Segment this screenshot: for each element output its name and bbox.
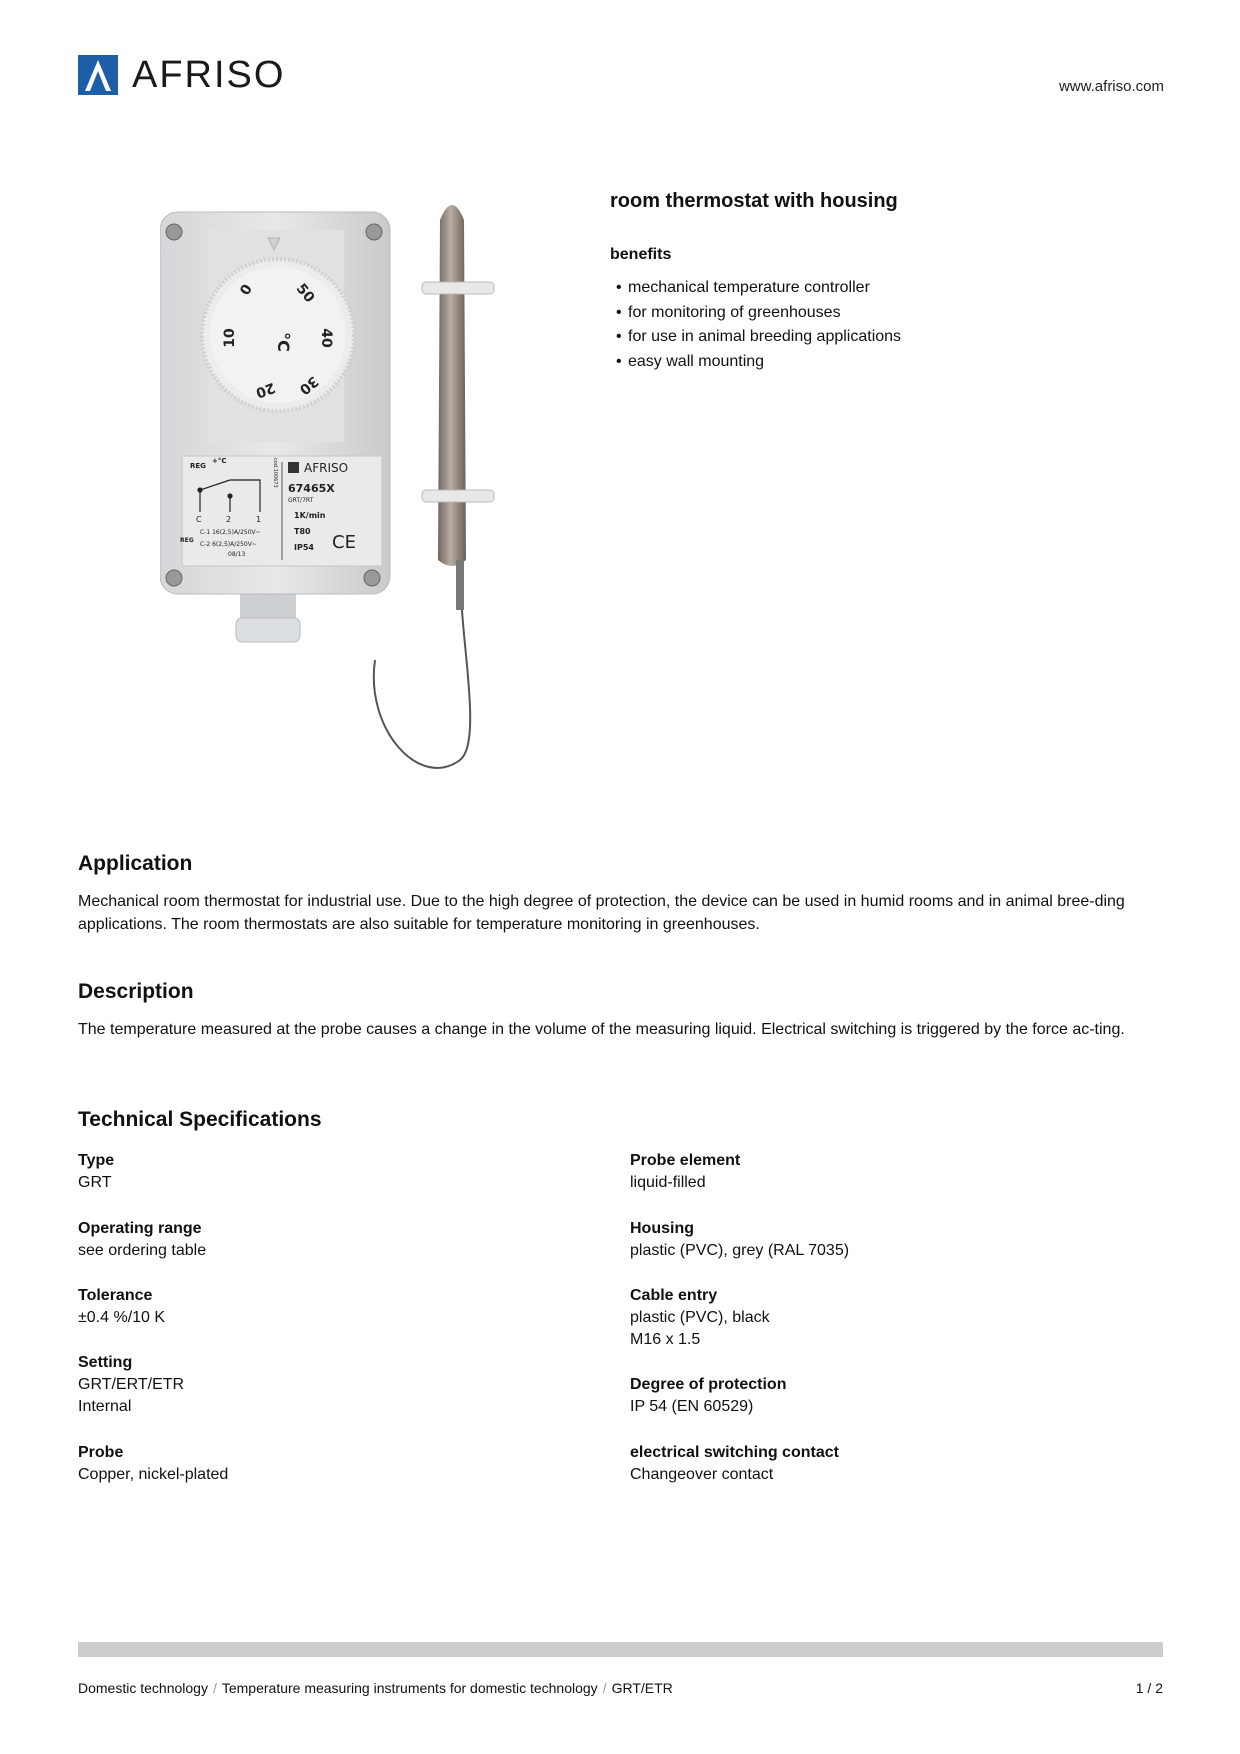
spec-value: IP 54 (EN 60529) (630, 1398, 754, 1415)
spec-probe (78, 1442, 228, 1486)
tech-spec-heading: Technical Specifications (78, 1108, 322, 1131)
label-reg: REG (180, 537, 194, 544)
product-image (160, 200, 520, 790)
label-brand: AFRISO (304, 461, 349, 475)
terminal-label: C (196, 515, 202, 524)
brand-logo (78, 55, 285, 95)
spec-probe-element (630, 1150, 740, 1194)
spec-label: Cable entry (630, 1287, 718, 1304)
spec-label: Probe element (630, 1152, 741, 1169)
product-title: room thermostat with housing (610, 190, 898, 212)
breadcrumb-separator: / (602, 1680, 607, 1696)
description-text: The temperature measured at the probe causes a change in the volume of the measuring liquid. Electrical switching is triggered by the force ac-ting. (78, 1021, 1125, 1038)
dial-number: 0 (237, 281, 256, 299)
spec-value: liquid-filled (630, 1174, 706, 1191)
breadcrumb-item[interactable]: Temperature measuring instruments for domestic technology (221, 1680, 598, 1696)
application-heading: Application (78, 852, 193, 875)
application-text: Mechanical room thermostat for industrial use. Due to the high degree of protection, the device can be used in humid rooms and in animal bree-ding applications. The room thermostats are also suitable for temperature monitoring in greenhouses. (78, 893, 1125, 933)
spec-label: Tolerance (78, 1287, 153, 1304)
ce-mark: CE (332, 532, 356, 553)
spec-label: electrical switching contact (630, 1444, 839, 1461)
spec-label: Housing (630, 1220, 694, 1237)
spec-tolerance (78, 1285, 165, 1329)
footer-divider (78, 1642, 1163, 1657)
dial-number: 50 (292, 280, 318, 307)
label-model: 67465X (288, 482, 335, 495)
spec-value: Changeover contact (630, 1466, 774, 1483)
spec-value: GRT (78, 1174, 112, 1191)
label-rating: C-1 16(2,5)A/250V~ (200, 529, 261, 536)
label-rating: C-2 6(2,5)A/250V~ (200, 541, 257, 548)
spec-label: Probe (78, 1444, 124, 1461)
spec-label: Setting (78, 1354, 133, 1371)
spec-value: Internal (78, 1398, 132, 1415)
description-heading: Description (78, 980, 194, 1003)
spec-housing (630, 1218, 849, 1262)
label-temp-class: T80 (294, 527, 311, 536)
breadcrumb-item[interactable]: Domestic technology (78, 1680, 208, 1696)
spec-value: plastic (PVC), grey (RAL 7035) (630, 1242, 850, 1259)
spec-value: see ordering table (78, 1242, 207, 1259)
spec-operating-range (78, 1218, 206, 1262)
label-reg: REG (190, 462, 206, 470)
list-item: • for monitoring of greenhouses (610, 301, 901, 326)
dial-number: 10 (222, 328, 238, 348)
label-date: 08/13 (228, 551, 246, 558)
spec-value: M16 x 1.5 (630, 1331, 701, 1348)
spec-degree-of-protection (630, 1374, 786, 1418)
label-ip: IP54 (294, 543, 314, 552)
list-item: • easy wall mounting (610, 350, 901, 375)
spec-value: GRT/ERT/ETR (78, 1376, 185, 1393)
dial-number: 40 (318, 328, 334, 348)
website-url[interactable]: www.afriso.com (1058, 78, 1164, 95)
label-logo-icon (288, 462, 299, 473)
dial-number: 30 (295, 372, 322, 398)
probe (438, 205, 466, 566)
label-subtitle: GRT/7RT (288, 497, 314, 504)
terminal-label: 2 (226, 515, 232, 524)
spec-type (78, 1150, 114, 1194)
spec-value: plastic (PVC), black (630, 1309, 770, 1326)
spec-switching-contact (630, 1442, 839, 1486)
spec-label: Operating range (78, 1220, 202, 1237)
dial-number: 20 (253, 378, 278, 401)
page-number: 1 / 2 (1135, 1680, 1163, 1696)
spec-setting (78, 1352, 184, 1418)
spec-label: Degree of protection (630, 1376, 787, 1393)
breadcrumb-item[interactable]: GRT/ETR (611, 1680, 673, 1696)
breadcrumb-separator: / (212, 1680, 217, 1696)
brand-name: AFRISO (132, 54, 286, 96)
label-plus-c: +°C (212, 457, 227, 465)
spec-value: Copper, nickel-plated (78, 1466, 229, 1483)
breadcrumb (78, 1680, 673, 1696)
afriso-logo-icon (78, 55, 118, 95)
benefits-list (610, 276, 901, 374)
label-rate: 1K/min (294, 511, 326, 520)
benefits-heading: benefits (610, 246, 672, 263)
list-item: • for use in animal breeding applications (610, 325, 901, 350)
label-code: cod.100673 (272, 458, 278, 488)
spec-label: Type (78, 1152, 115, 1169)
list-item: • mechanical temperature controller (610, 276, 901, 301)
spec-cable-entry (630, 1285, 770, 1351)
terminal-label: 1 (256, 515, 262, 524)
dial-unit: °C (274, 332, 293, 352)
spec-value: ±0.4 %/10 K (78, 1309, 166, 1326)
